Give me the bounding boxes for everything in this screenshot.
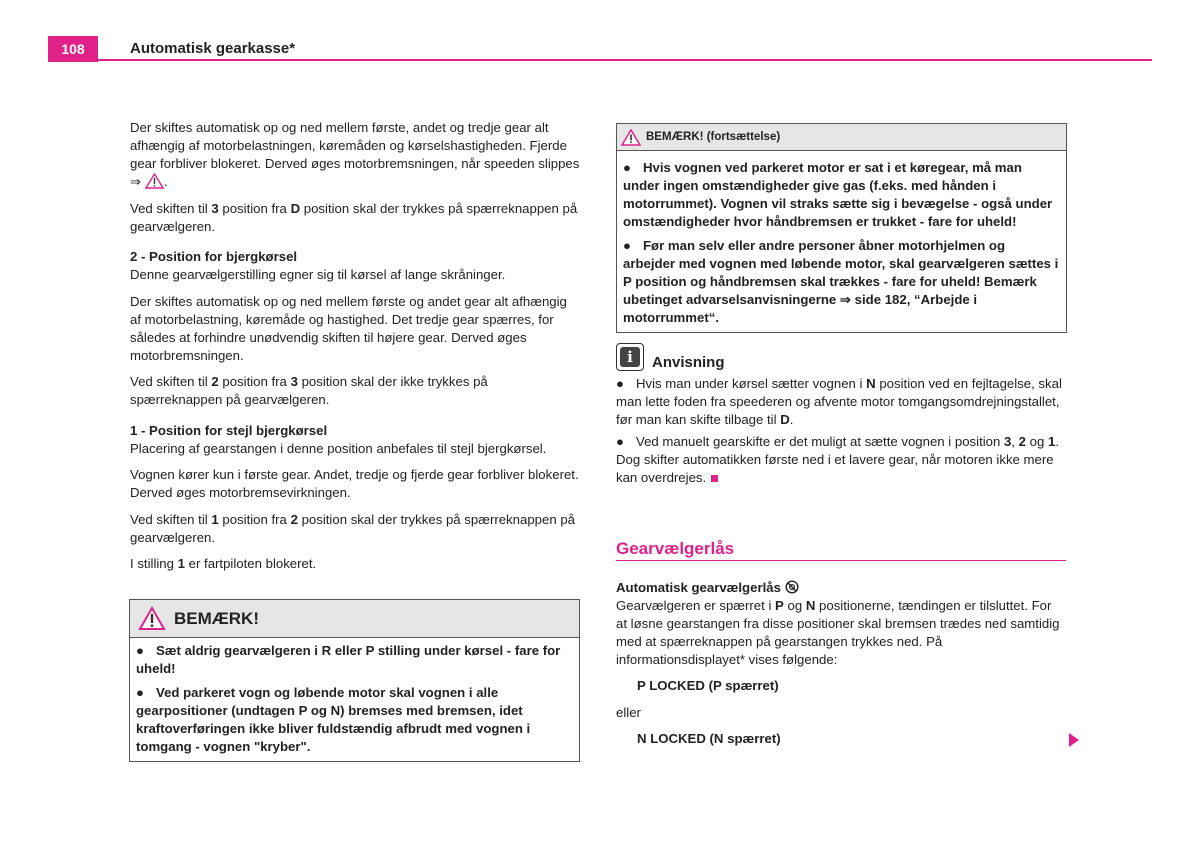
paragraph: I stilling 1 er fartpiloten blokeret. [130,556,317,571]
note-header [616,342,1066,372]
left-column [130,119,580,582]
section-title: Gearvælgerlås [616,540,1066,561]
warning-box-header [617,124,1066,151]
warning-triangle-icon [138,606,166,631]
paragraph: Placering af gearstangen i denne position anbefales til stejl bjergkørsel. [130,440,547,456]
display-message: P LOCKED (P spærret) [637,678,779,693]
warning-body [617,151,1066,332]
warning-title: BEMÆRK! (fortsættelse) [646,131,781,143]
right-column [616,342,1066,757]
subheading: 2 - Position for bjergkørsel [130,249,298,264]
warning-triangle-icon [621,129,641,146]
paragraph: Vognen kører kun i første gear. Andet, tredje og fjerde gear forbliver blokeret. Derved øges motorbremsevirkningen. [130,467,579,500]
info-icon: i [616,343,644,371]
chapter-title: Automatisk gearkasse* [130,40,296,57]
display-message: N LOCKED (N spærret) [637,731,781,746]
list-item: ● Hvis vognen ved parkeret motor er sat i et køregear, må man under ingen omstændigheder give gas (f.eks. med hånden i motorrummet). Vognen vil straks sætte sig i bevægelse - også under omstændigheder hvor håndbremsen er trukket - fare for uheld! [623,160,1053,229]
end-marker-icon [711,475,718,482]
warning-box-continued [616,123,1067,333]
next-page-arrow-icon [1069,733,1079,747]
warning-box [129,599,580,762]
warning-body [130,638,579,761]
page-number: 108 [48,36,98,62]
gear-lock-icon [785,580,799,594]
paragraph: Der skiftes automatisk op og ned mellem første og andet gear alt afhængig af motorbelastning, køremåde og hastighed. Det tredje gear spærres, for således at forhindre unødvendig skiften til højere gear. Derved øges motorbremsningen. [130,293,567,363]
list-item: ● Ved manuelt gearskifte er det muligt at sætte vognen i position 3, 2 og 1. Dog skifter automatikken første ned i et lavere gear, når motoren ikke mere kan overdrejes. [616,434,1060,485]
subheading: 1 - Position for stejl bjergkørsel [130,422,328,438]
header-rule [48,59,1152,61]
paragraph: Ved skiften til 1 position fra 2 position skal der trykkes på spærreknappen på gearvælgeren. [130,511,575,545]
warning-box-header [130,600,579,638]
list-item: ● Hvis man under kørsel sætter vognen i N position ved en fejltagelse, skal man lette foden fra speederen og afvente motor tomgangsomdrejningstallet, før man kan skifte tilbage til D. [616,376,1062,427]
paragraph: eller [616,704,641,720]
subheading: Automatisk gearvælgerlås [616,579,1066,597]
list-item: ● Før man selv eller andre personer åbner motorhjelmen og arbejder med vognen med løbende motor, skal gearvælgeren sættes i P position og håndbremsen skal trækkes - fare for uheld! Bemærk ubetinget advarselsanvisningerne ⇒ side 182, “Arbejde i motorrummet“. [623,238,1059,325]
list-item: ● Ved parkeret vogn og løbende motor skal vognen i alle gearpositioner (undtagen P og N) bremses med bremsen, idet kraftoverføringen ikke bliver fuldstændig afbrudt med vognen i tomgang - vognen "kryber". [136,685,531,754]
paragraph: Denne gearvælgerstilling egner sig til kørsel af lange skråninger. [130,267,506,282]
paragraph: Der skiftes automatisk op og ned mellem første, andet og tredje gear alt afhængig af motorbelastningen, køremåden og kørselshastigheden. Fjerde gear forbliver blokeret. Derved øges motorbremsningen, når speeden slippes ⇒ . [130,120,580,189]
warning-triangle-icon [145,173,164,189]
list-item: ● Sæt aldrig gearvælgeren i R eller P stilling under kørsel - fare for uheld! [136,643,561,676]
warning-title: BEMÆRK! [174,608,259,628]
paragraph: Ved skiften til 2 position fra 3 position skal der ikke trykkes på spærreknappen på gearvælgeren. [130,374,488,407]
note-title: Anvisning [652,354,725,371]
paragraph: Ved skiften til 3 position fra D position skal der trykkes på spærreknappen på gearvælgeren. [130,200,578,234]
paragraph: Gearvælgeren er spærret i P og N positionerne, tændingen er tilsluttet. For at løsne gearstangen fra disse positioner skal bremsen trædes ned samtidig med at spærreknappen på gearstangen trykkes ned. På informationsdisplayet* vises følgende: [616,597,1060,667]
